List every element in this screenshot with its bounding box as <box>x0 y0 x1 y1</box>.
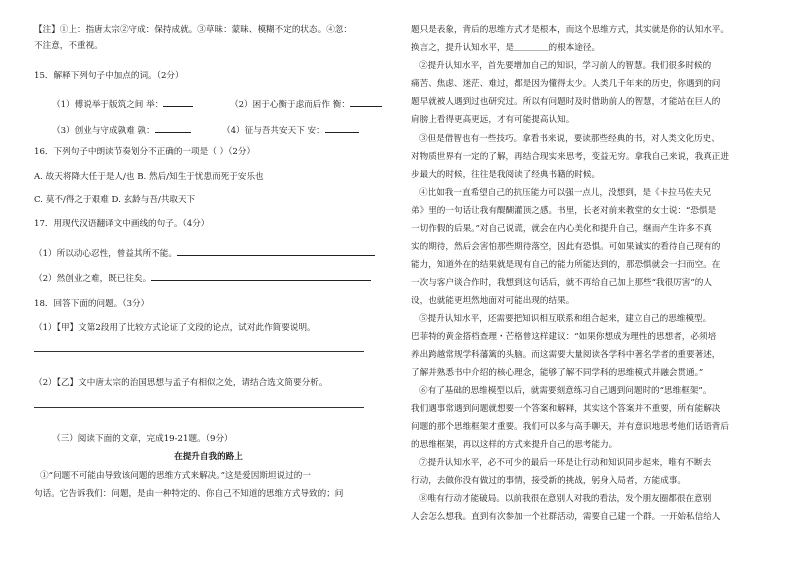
q18-part-2: （2）【乙】文中唐太宗的治国思想与孟子有相似之处，请结合选文简要分析。 <box>34 378 328 388</box>
article-title: 在提升自我的路上 <box>174 452 243 462</box>
body-line: 一切作假的后果。”对自己说谎，就会在内心美化和提升自己，继而产生许多不真 <box>411 224 712 234</box>
q16-options-cd: C. 莫不/得之于艰难 D. 玄龄与吾/共取天下 <box>34 195 196 205</box>
q17-sentence-1: （1）所以动心忍性，曾益其所不能。 <box>34 246 375 260</box>
q15-item-3: （3）创业与守成孰难 孰： <box>52 123 191 137</box>
question-15-title: 15．解释下列句子中加点的词。（2分） <box>34 71 184 81</box>
answer-blank[interactable] <box>155 123 191 133</box>
section-3-heading: （三）阅读下面的文章，完成19-21题。（9分） <box>52 434 233 444</box>
body-line: ⑧唯有行动才能破局。以前我很在意别人对我的看法，发个朋友圈都很在意别 <box>419 494 712 504</box>
q15-item-1: （1）傅说举于版筑之间 举： <box>52 97 193 111</box>
body-line: 步最大的时候，往往是我阅读了经典书籍的时候。 <box>411 170 601 180</box>
q17-sentence-2: （2）然创业之难，既已往矣。 <box>34 271 371 285</box>
answer-line[interactable] <box>34 351 364 352</box>
answer-blank[interactable] <box>163 97 193 107</box>
answer-blank[interactable] <box>151 271 371 281</box>
body-line: 设，也就能更坦然地面对可能出现的结果。 <box>411 296 575 306</box>
body-line: 痛苦、焦虑、迷茫、难过，都是因为懂得太少。人类几千年来的历史，你遇到的问 <box>411 79 721 89</box>
body-line: 我们遇事常遇到问题就想要一个答案和解释，其实这个答案并不重要，所有能解决 <box>411 404 721 414</box>
body-line: ②提升认知水平，首先要增加自己的知识，学习前人的智慧。我们很多时候的 <box>419 61 712 71</box>
answer-blank[interactable] <box>177 246 375 256</box>
body-line: 问题的那个思维框架才重要。我们可以多与高手聊天，并有意识地思考他们话语背后 <box>411 422 729 432</box>
answer-blank[interactable] <box>350 97 382 107</box>
body-line: 养出跨越常规学科藩篱的头脑。而这需要大量阅读各学科中著名学者的重要著述， <box>411 350 721 360</box>
body-line: 题早就被人遇到过也研究过。所以有问题时及时借助前人的智慧，才能站在巨人的 <box>411 97 721 107</box>
body-line: 人会怎么想我。直到有次参加一个社群活动，需要自己建一个群。一开始私信给人 <box>411 512 721 522</box>
body-line: ③但是借智也有一些技巧。拿看书来说，要读那些经典的书，对人类文化历史、 <box>419 134 720 144</box>
answer-line[interactable] <box>34 407 364 408</box>
body-line: 肩膀上看得更高更远，才有可能提高认知。 <box>411 115 575 125</box>
article-paragraph-1-line-1: ①“问题不可能由导致该问题的思维方式来解决。”这是爱因斯坦说过的一 <box>40 471 311 481</box>
question-16-title: 16．下列句子中朗读节奏划分不正确的一项是（ ）（2分） <box>34 147 256 157</box>
question-18-title: 18．回答下面的问题。（3分） <box>34 299 150 309</box>
answer-blank[interactable] <box>325 123 359 133</box>
body-line: ④比如我一直希望自己的抗压能力可以强一点儿，没想到，是《卡拉马佐夫兄 <box>419 188 712 198</box>
body-line: 一次与客户谈合作时，我想到这句话后，就不再给自己加上那些“我很厉害”的人 <box>411 278 712 288</box>
body-line: ⑥有了基础的思维模型以后，就需要刻意练习自己遇到问题时的“思维框架”。 <box>419 386 712 396</box>
body-line: 实的期待，然后会害怕那些期待落空，因此有恐惧。可如果诚实的看待自己现有的 <box>411 242 721 252</box>
article-paragraph-1-line-2: 句话。它告诉我们：问题，是由一种特定的、你自己不知道的思维方式导致的；问 <box>34 489 344 499</box>
body-line: ⑤提升认知水平，还需要把知识相互联系和组合起来，建立自己的思维模型。 <box>419 314 712 324</box>
q15-item-4: （4）征与吾共安天下 安： <box>222 123 359 137</box>
q18-part-1: （1）【甲】文第2段用了比较方式论证了文段的论点，试对此作简要说明。 <box>34 323 316 333</box>
q15-item-2: （2）困于心衡于虑而后作 衡： <box>230 97 382 111</box>
note-line-2: 不注意，不重视。 <box>34 41 103 51</box>
body-line: 换言之，提升认知水平，是＿＿＿＿的根本途径。 <box>411 43 601 53</box>
body-line: 对物质世界有一定的了解，再结合现实来思考，变益无穷。拿我自己来说，我真正进 <box>411 152 729 162</box>
question-17-title: 17．用现代汉语翻译文中画线的句子。（4分） <box>34 219 210 229</box>
right-column <box>397 0 794 561</box>
body-line: 题只是表象，背后的思维方式才是根本，而这个思维方式，其实就是你的认知水平。 <box>411 25 729 35</box>
note-line-1: 【注】①上：指唐太宗②守成：保持成就。③草昧：蒙昧、模糊不定的状态。④忽： <box>34 25 352 35</box>
body-line: 的思维框架，再以这样的方式来提升自己的思考能力。 <box>411 440 618 450</box>
body-line: 了解并熟悉书中介绍的核心理念，能够了解不同学科的思维模式并融会贯通。” <box>411 368 704 378</box>
body-line: ⑦提升认知水平，必不可少的最后一环是让行动和知识同步起来，唯有不断去 <box>419 458 712 468</box>
body-line: 巴菲特的黄金搭档查理・芒格曾这样建议：“如果你想成为理性的思想者，必须培 <box>411 332 717 342</box>
body-line: 弟》里的一句话让我有醍醐灌顶之感。书里，长老对前来教堂的女士说：“恐惧是 <box>411 206 717 216</box>
body-line: 能力，知道外在的结果就是现有自己的能力所能达到的，那恐惧就会一扫而空。在 <box>411 260 721 270</box>
body-line: 行动，去做你没有做过的事情，接受新的挑战，躬身入局者，方能成事。 <box>411 476 687 486</box>
q16-options-ab: A. 故天将降大任于是人/也 B. 然后/知生于忧患而死于安乐也 <box>34 172 264 182</box>
